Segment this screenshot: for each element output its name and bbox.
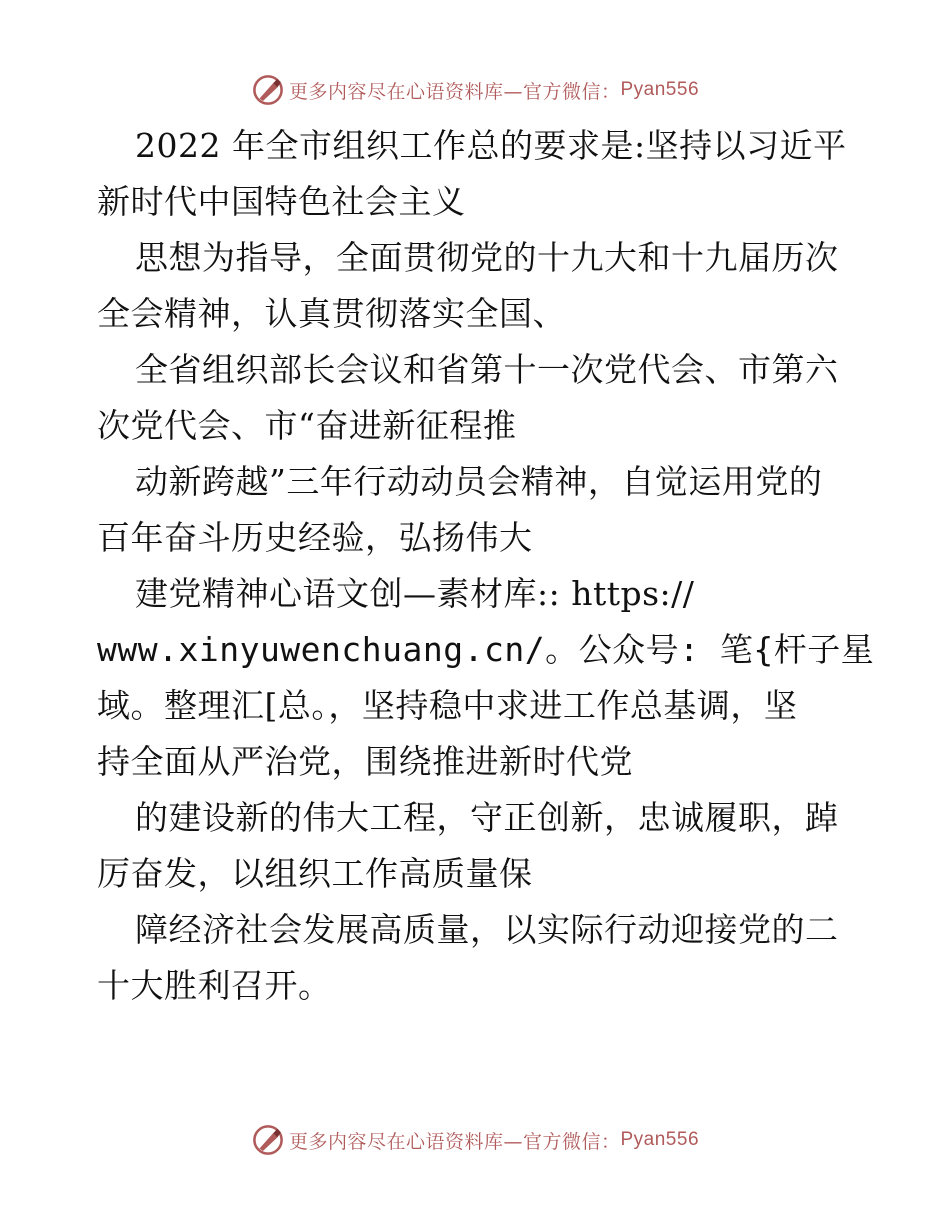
watermark-wechat-id: Pyan556 [620,79,700,100]
footer-watermark [0,1120,950,1160]
text-line: 障经济社会发展高质量，以实际行动迎接党的二 [135,910,839,949]
text-line: 次党代会、市“奋进新征程推 [97,406,517,445]
text-line: 持全面从严治党，围绕推进新时代党 [97,742,633,781]
text-line: 新时代中国特色社会主义 [97,182,466,221]
document-body [97,118,875,1014]
watermark-wechat-id: Pyan556 [620,1129,700,1150]
text-line: 建党精神心语文创—素材库:: https:// [135,574,695,613]
text-line: 全省组织部长会议和省第十一次党代会、市第六 [135,350,839,389]
text-line-url: www.xinyuwenchuang.cn/。公众号: 笔{杆子星 [97,630,875,669]
watermark-text: 更多内容尽在心语资料库—官方微信： [288,1130,621,1153]
text-line: 域。整理汇[总。，坚持稳中求进工作总基调，坚 [97,686,798,725]
text-line: 思想为指导，全面贯彻党的十九大和十九届历次 [135,238,839,277]
text-line: 2022 年全市组织工作总的要求是:坚持以习近平 [135,126,847,165]
pen-nib-logo-icon [251,1123,285,1157]
text-line: 的建设新的伟大工程，守正创新，忠诚履职，踔 [135,798,839,837]
header-watermark [0,70,950,110]
text-line: 动新跨越”三年行动动员会精神，自觉运用党的 [135,462,823,501]
pen-nib-logo-icon [251,73,285,107]
text-line: 十大胜利召开。 [97,966,332,1005]
text-line: 百年奋斗历史经验，弘扬伟大 [97,518,533,557]
text-line: 全会精神，认真贯彻落实全国、 [97,294,566,333]
text-line: 厉奋发，以组织工作高质量保 [97,854,533,893]
watermark-text: 更多内容尽在心语资料库—官方微信： [288,80,621,103]
